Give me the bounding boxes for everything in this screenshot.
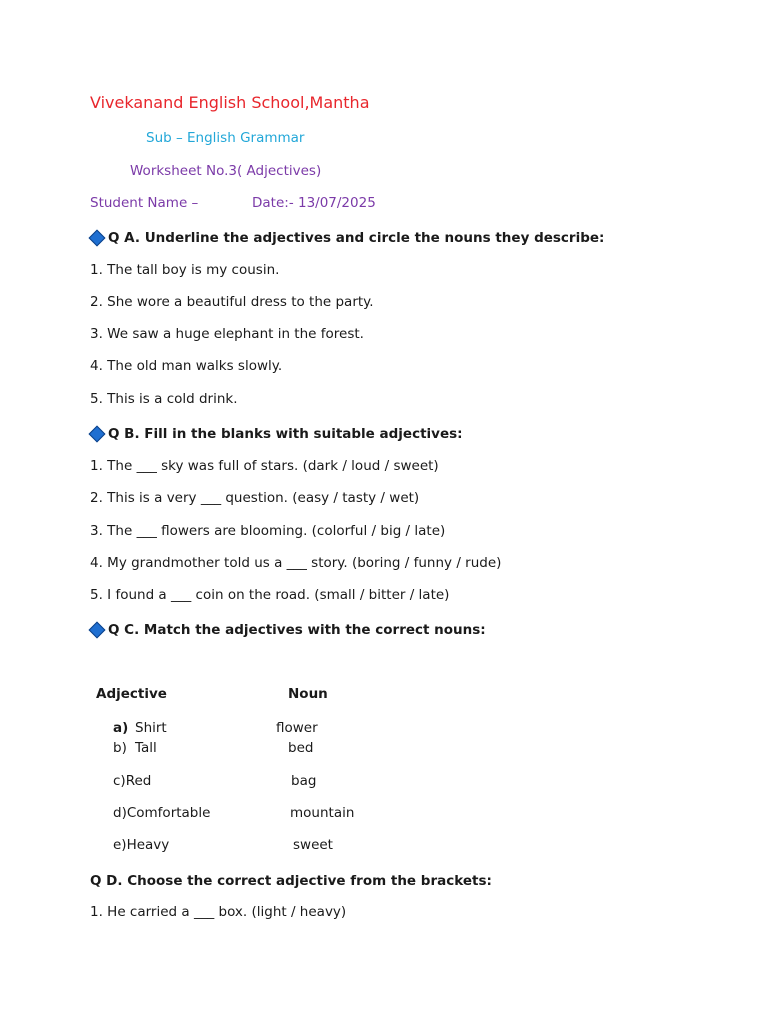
match-row-e (113, 836, 169, 854)
question-c-title: Q C. Match the adjectives with the correct nouns: (108, 622, 486, 638)
match-adjective: Heavy (126, 837, 170, 853)
match-noun: sweet (293, 837, 333, 853)
match-noun: bag (291, 773, 317, 789)
diamond-bullet-icon (89, 425, 106, 442)
question-b-item: 1. The ___ sky was full of stars. (dark / loud / sweet) (90, 458, 439, 474)
question-a-item: 5. This is a cold drink. (90, 391, 238, 407)
student-name-label: Student Name – (90, 195, 199, 211)
question-b-title: Q B. Fill in the blanks with suitable adjectives: (108, 426, 463, 442)
question-a-item: 3. We saw a huge elephant in the forest. (90, 326, 364, 342)
date-label: Date:- 13/07/2025 (252, 195, 376, 211)
question-d-item: 1. He carried a ___ box. (light / heavy) (90, 904, 347, 920)
match-adjective: Red (125, 773, 152, 789)
match-marker: d) (113, 805, 127, 821)
question-a-item: 2. She wore a beautiful dress to the party. (90, 294, 374, 310)
question-b-item: 4. My grandmother told us a ___ story. (boring / funny / rude) (90, 555, 502, 571)
question-b-heading (88, 425, 463, 443)
question-b-item: 5. I found a ___ coin on the road. (small / bitter / late) (90, 587, 450, 603)
column-header-noun: Noun (288, 686, 328, 702)
match-adjective: Comfortable (126, 805, 211, 821)
match-noun: bed (288, 740, 314, 756)
subject-line: Sub – English Grammar (146, 130, 305, 146)
question-b-item: 2. This is a very ___ question. (easy / tasty / wet) (90, 490, 420, 506)
column-header-adjective: Adjective (96, 686, 167, 702)
question-a-title: Q A. Underline the adjectives and circle the nouns they describe: (108, 230, 605, 246)
diamond-bullet-icon (89, 621, 106, 638)
match-adjective: Tall (135, 740, 157, 756)
question-a-heading (88, 229, 604, 247)
question-b-item: 3. The ___ flowers are blooming. (colorful / big / late) (90, 523, 446, 539)
match-noun: flower (276, 720, 318, 736)
match-noun: mountain (290, 805, 355, 821)
question-c-heading (88, 621, 486, 639)
school-name: Vivekanand English School,Mantha (90, 93, 370, 112)
match-row-d (113, 804, 210, 822)
match-adjective: Shirt (135, 720, 167, 736)
question-d-title: Q D. Choose the correct adjective from the brackets: (90, 873, 492, 889)
question-a-item: 1. The tall boy is my cousin. (90, 262, 280, 278)
worksheet-title: Worksheet No.3( Adjectives) (130, 163, 322, 179)
match-row-c (113, 772, 151, 790)
diamond-bullet-icon (89, 229, 106, 246)
match-marker: c) (113, 773, 126, 789)
match-marker: b) (113, 740, 127, 756)
match-marker: a) (113, 720, 129, 736)
match-marker: e) (113, 837, 127, 853)
question-a-item: 4. The old man walks slowly. (90, 358, 283, 374)
